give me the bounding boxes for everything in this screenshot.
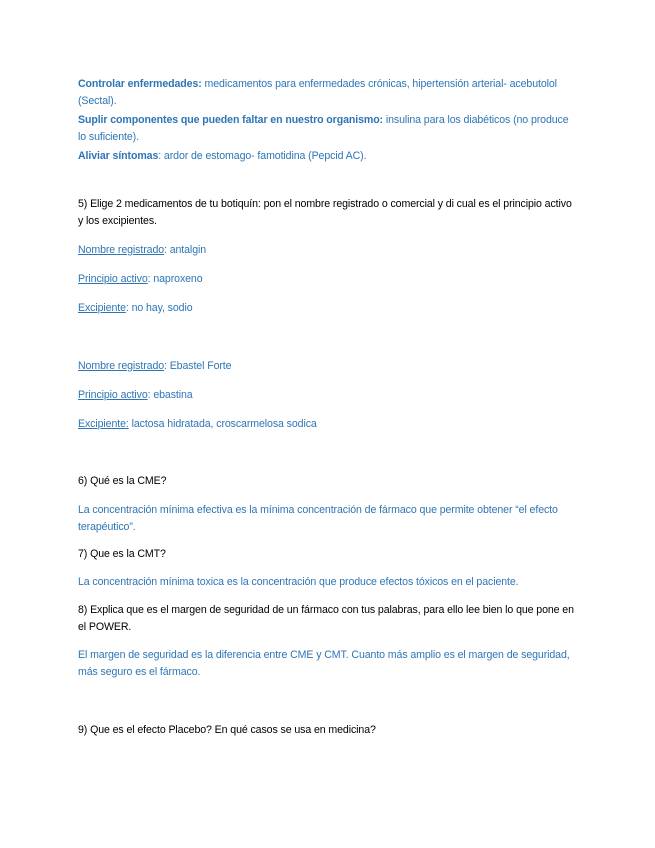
intro-item-text: : ardor de estomago- famotidina (Pepcid AC). [158, 150, 367, 162]
med1-excip-value: : no hay, sodio [125, 302, 193, 314]
intro-item-label: Suplir componentes que pueden faltar en nuestro organismo: [78, 114, 383, 126]
question-7: 7) Que es la CMT? [78, 548, 166, 560]
question-8: 8) Explica que es el margen de seguridad de un fármaco con tus palabras, para ello lee bien lo que pone en el POWER. [78, 604, 574, 633]
intro-item-controlar [78, 76, 578, 110]
answer-7: La concentración mínima toxica es la concentración que produce efectos tóxicos en el paciente. [78, 576, 519, 588]
intro-item-label: Controlar enfermedades: [78, 78, 202, 90]
intro-item-suplir [78, 112, 578, 146]
med2-excip-value: lactosa hidratada, croscarmelosa sodica [128, 418, 317, 430]
med2-excip-line [78, 416, 578, 433]
med1-name-line [78, 242, 578, 259]
med1-name-value: : antalgin [164, 244, 207, 256]
med2-active-line [78, 387, 578, 404]
med1-active-line [78, 271, 578, 288]
question-9: 9) Que es el efecto Placebo? En qué casos se usa en medicina? [78, 724, 376, 736]
med2-excip-label: Excipiente: [78, 418, 129, 430]
answer-6: La concentración mínima efectiva es la mínima concentración de fármaco que permite obtener “el efecto terapéutico”. [78, 504, 558, 533]
intro-item-aliviar [78, 148, 578, 165]
question-5: 5) Elige 2 medicamentos de tu botiquín: pon el nombre registrado o comercial y di cual es el principio activo y los excipientes. [78, 198, 572, 227]
document-page [78, 76, 578, 739]
med2-active-value: : ebastina [147, 389, 193, 401]
med1-excip-line [78, 300, 578, 317]
intro-item-label: Aliviar síntomas [78, 150, 159, 162]
intro-item-text: medicamentos para enfermedades crónicas, hipertensión arterial- acebutolol (Sectal). [78, 78, 557, 107]
med2-name-label: Nombre registrado [78, 360, 165, 372]
med2-name-value: : Ebastel Forte [164, 360, 232, 372]
intro-item-text: insulina para los diabéticos (no produce lo suficiente). [78, 114, 569, 143]
med1-excip-label: Excipiente [78, 302, 126, 314]
med1-name-label: Nombre registrado [78, 244, 165, 256]
question-6: 6) Qué es la CME? [78, 475, 167, 487]
med1-active-value: : naproxeno [147, 273, 203, 285]
med2-name-line [78, 358, 578, 375]
answer-8: El margen de seguridad es la diferencia entre CME y CMT. Cuanto más amplio es el margen de seguridad, más seguro es el fármaco. [78, 649, 570, 678]
med1-active-label: Principio activo [78, 273, 148, 285]
med2-active-label: Principio activo [78, 389, 148, 401]
